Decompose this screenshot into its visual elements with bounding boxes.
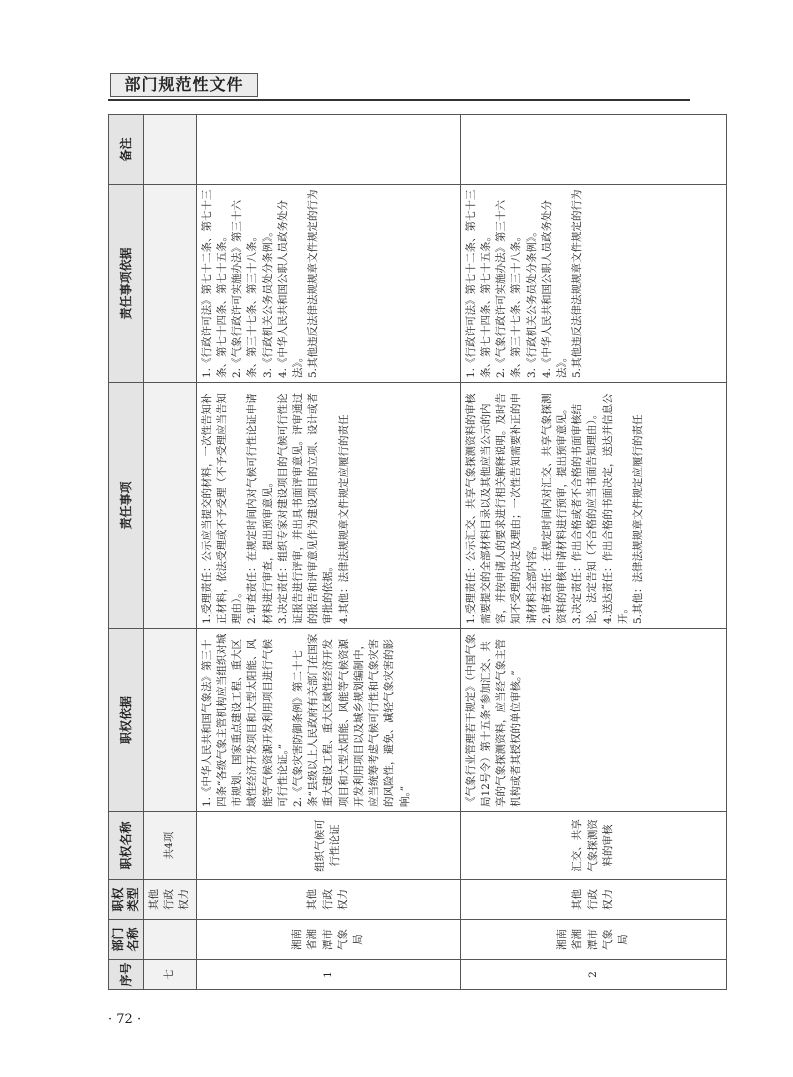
group-basis [144,629,197,812]
col-header-department: 部门名称 [109,920,144,960]
duty-basis-item: 4.《中华人民共和国公职人员政务处分法》。 [540,199,568,378]
duty-basis-item: 1.《行政许可法》第七十二条、第七十三条、第七十四条、第七十五条。 [464,189,492,378]
col-header-remark: 备注 [109,115,144,185]
duty-basis-item: 3.《行政机关公务员处分条例》。 [525,226,538,378]
duty-basis-item: 5.其他违反法律法规规章文件规定的行为 [307,189,320,378]
rotated-table-wrapper [108,115,690,990]
col-header-name: 职权名称 [109,812,144,880]
duty-basis-item: 1.《行政许可法》第七十二条、第七十三条、第七十四条、第七十五条。 [200,189,228,378]
duty-item: 5.其他：法律法规规章文件规定应履行的责任 [632,414,645,624]
row-remark [460,115,726,185]
page-number: · 72 · [108,1012,142,1027]
row-name: 组织气候可行性论证 [196,812,460,880]
duty-item: 1.受理责任：公示汇交、共享气象探测资料的审核需要提交的全部材料目录以及其他应当公示的内容，并按申请人的要求进行相关解释说明。及时告知不受理的决定及理由；一次性告知需要补正的申请材料全部内容。 [464,393,538,624]
col-header-type: 职权类型 [109,880,144,920]
row-basis [460,629,726,812]
section-title: 部门规范性文件 [110,73,258,97]
basis-item: 《气象行业管理若干规定》（中国气象局12号令）第十五条“参加汇交、共享的气象探测资料，应当经气象主管机构或者其授权的单位审核。” [464,633,523,807]
duty-basis-item: 4.《中华人民共和国公职人员政务处分法》。 [276,199,304,378]
duty-item: 2.审查责任：在规定时间内对汇交、共享气象探测资料的审核申请材料进行预审，提出预审意见。 [540,393,568,624]
basis-item: 2.《气象灾害防御条例》第二十七条“县级以上人民政府有关部门在国家重大建设工程、重大区域性经济开发项目和大型太阳能、风能等气候资源开发利用项目以及城乡规划编制中，应当统筹考虑气候可行性和气象灾害的风险性，避免、减轻气象灾害的影响。” [291,633,411,807]
row-department: 湘南省湘潭市气象局 [460,920,726,960]
row-duty-basis [196,185,460,383]
row-remark [196,115,460,185]
header-row [109,115,144,990]
row-number: 2 [460,960,726,990]
col-header-number: 序号 [109,960,144,990]
row-basis [196,629,460,812]
group-row [144,115,197,990]
row-name: 汇交、共享气象探测资料的审核 [460,812,726,880]
group-remark [144,115,197,185]
duty-item: 2.审查责任：在规定时间内对气候可行性论证申请材料进行审查，提出预审意见。 [246,393,274,624]
group-duty-basis [144,185,197,383]
row-type: 其他行政权力 [460,880,726,920]
col-header-duties: 责任事项 [109,383,144,629]
row-duties [196,383,460,629]
col-header-basis: 职权依据 [109,629,144,812]
col-header-duty-basis: 责任事项依据 [109,185,144,383]
group-department [144,920,197,960]
group-number: 七 [144,960,197,990]
row-type: 其他行政权力 [196,880,460,920]
duty-item: 1.受理责任：公示应当提交的材料，一次性告知补正材料，依法受理或不予受理（不予受理应当告知理由）。 [200,393,244,624]
row-duty-basis [460,185,726,383]
group-name: 共4项 [144,812,197,880]
duty-basis-item: 2.《气象行政许可实施办法》第三十六条、第三十七条、第三十八条。 [231,199,259,378]
power-list-table [108,114,727,990]
table-row [196,115,460,990]
table-row [460,115,726,990]
duty-item: 3.决定责任：作出合格或者不合格的书面审核结论，法定告知（不合格的应当书面告知理由）。 [571,403,599,624]
row-duties [460,383,726,629]
row-number: 1 [196,960,460,990]
duty-item: 4.其他：法律法规规章文件规定应履行的责任 [337,414,350,624]
group-type: 其他行政权力 [144,880,197,920]
duty-item: 4.送达责任：作出合格的书面决定，送达并信息公开。 [601,393,629,624]
duty-basis-item: 3.《行政机关公务员处分条例》。 [261,226,274,378]
basis-item: 1.《中华人民共和国气象法》第三十四条“各级气象主管机构应当组织对城市规划、国家重点建设工程、重大区域性经济开发项目和大型太阳能、风能等气候资源开发利用项目进行气候可行性论证。” [200,633,289,807]
row-department: 湘南省湘潭市气象局 [196,920,460,960]
group-duties [144,383,197,629]
duty-basis-item: 5.其他违反法律法规规章文件规定的行为 [571,189,584,378]
duty-basis-item: 2.《气象行政许可实施办法》第三十六条、第三十七条、第三十八条。 [495,199,523,378]
header-rule [108,99,690,101]
duty-item: 3.决定责任：组织专家对建设项目的气候可行性论证报告进行评审，并出具书面评审意见。评审通过的报告和评审意见作为建设项目的立项、设计或者审批的依据。 [276,393,335,624]
